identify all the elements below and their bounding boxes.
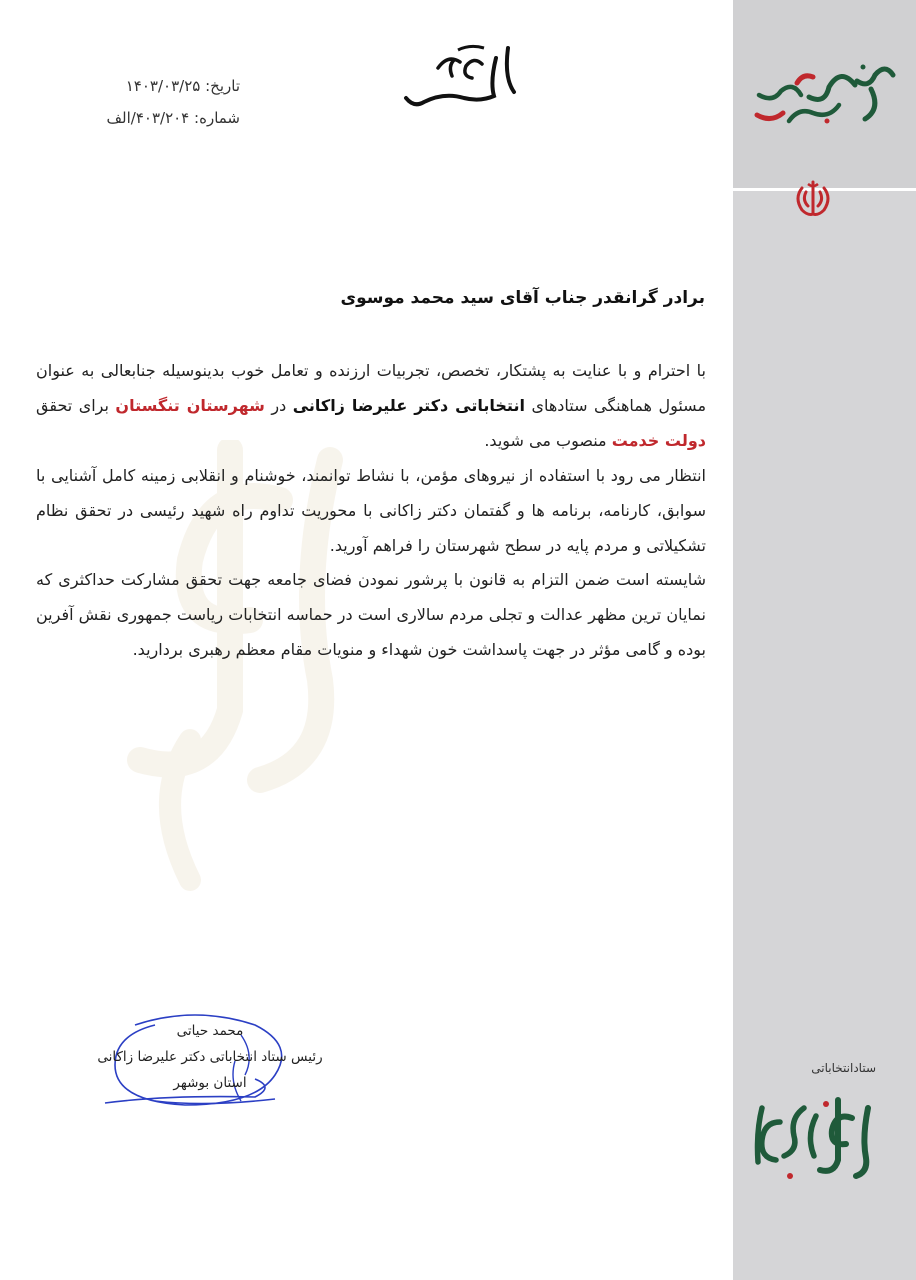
- number-value: ۴۰۳/۲۰۴/الف: [106, 109, 190, 127]
- paragraph-2: انتظار می رود با استفاده از نیروهای مؤمن، با نشاط توانمند، خوشنام و انقلابی زمینه کامل آشنایی با سوابق، کارنامه، برنامه ها و گفتمان دکتر زاکانی با محوریت تداوم راه شهید رئیسی در تحقق نظام تشکیلاتی و مردم پایه در سطح شهرستان را فراهم آورید.: [36, 465, 706, 555]
- number-label: شماره:: [194, 109, 240, 127]
- basmala-calligraphy: [398, 38, 528, 108]
- signature-block: [60, 1018, 360, 1096]
- p1-end: منصوب می شوید.: [484, 430, 612, 450]
- campaign-label: ستادانتخاباتی: [811, 1061, 876, 1075]
- letter-meta: [40, 70, 240, 134]
- iran-emblem-icon: [790, 178, 836, 220]
- p1-mid: برای تحقق: [36, 395, 116, 415]
- number-row: [40, 102, 240, 134]
- salutation: برادر گرانقدر جناب آقای سید محمد موسوی: [340, 288, 705, 308]
- candidate-logo: [744, 1078, 876, 1188]
- government-service-red: دولت خدمت: [611, 430, 706, 450]
- paragraph-3: شایسته است ضمن التزام به قانون با پرشور نمودن فضای جامعه جهت تحقق مشارکت حداکثری که نمایان ترین مظهر عدالت و تجلی مردم سالاری است در حماسه انتخابات ریاست جمهوری نقش آفرین بوده و گامی مؤثر در جهت پاسداشت خون شهداء و منویات مقام معظم رهبری بردارید.: [36, 570, 706, 660]
- candidate-name-bold: انتخاباتی دکتر علیرضا زاکانی: [292, 395, 525, 415]
- paragraph-1: [36, 354, 706, 459]
- letter-body: [36, 354, 706, 668]
- p1-text-a: با احترام و با عنایت به پشتکار، تخصص، تجربیات ارزنده و تعامل خوب بدینوسیله جنابعالی به عنوان مسئول هماهنگی ستادهای: [36, 361, 707, 415]
- signer-name: محمد حیاتی: [176, 1023, 244, 1039]
- p1-in: در: [264, 395, 293, 415]
- signer-title: رئیس ستاد انتخاباتی دکتر علیرضا زاکانی: [97, 1049, 323, 1065]
- date-row: [40, 70, 240, 102]
- signer-province: استان بوشهر: [173, 1075, 247, 1091]
- date-label: تاریخ:: [205, 77, 240, 95]
- date-value: ۱۴۰۳/۰۳/۲۵: [125, 77, 201, 95]
- county-name-red: شهرستان تنگستان: [115, 395, 265, 415]
- sidebar-header: [733, 0, 916, 191]
- slogan-logo: [743, 55, 903, 135]
